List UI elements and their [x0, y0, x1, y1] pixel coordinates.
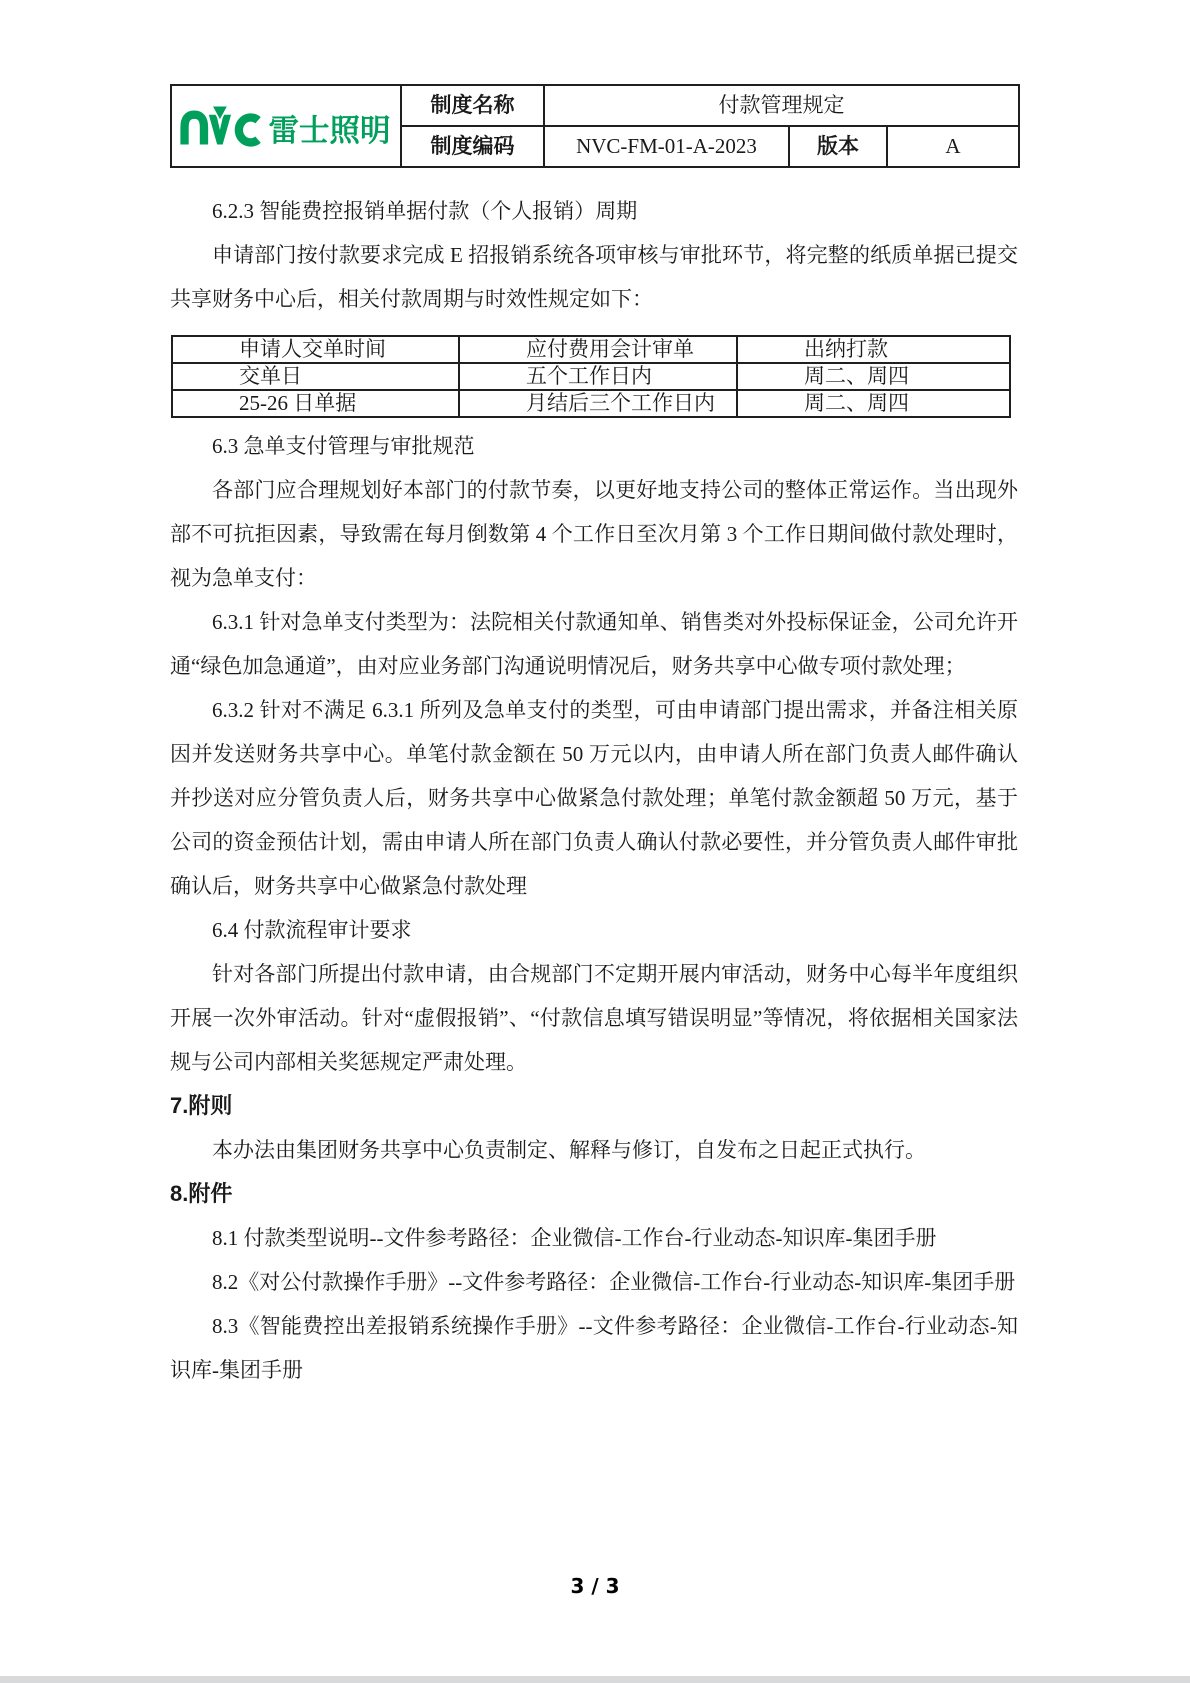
- table-cell: 周二、周四: [737, 363, 1010, 390]
- table-cell: 月结后三个工作日内: [459, 390, 737, 417]
- logo-letter-n: [184, 114, 203, 144]
- version-label: 版本: [789, 126, 887, 167]
- nvc-logo: [171, 85, 401, 167]
- paragraph-urgent-payment-intro: 各部门应合理规划好本部门的付款节奏，以更好地支持公司的整体正常运作。当出现外部不可抗拒因素，导致需在每月倒数第 4 个工作日至次月第 3 个工作日期间做付款处理时，视为急单支付：: [170, 478, 1018, 590]
- logo-company-name: 雷士照明: [267, 113, 390, 148]
- section-heading-6-4: 6.4 付款流程审计要求: [212, 918, 412, 942]
- table-header-row: [172, 336, 1010, 363]
- body-text: [170, 189, 1018, 1392]
- table-header-accounting-review: 应付费用会计审单: [459, 336, 737, 363]
- page-bottom-edge: [0, 1676, 1190, 1683]
- version-value: A: [887, 126, 1019, 167]
- section-heading-6-2-3: 6.2.3 智能费控报销单据付款（个人报销）周期: [212, 199, 638, 223]
- table-header-cashier-payment: 出纳打款: [737, 336, 1010, 363]
- paragraph-audit-requirements: 针对各部门所提出付款申请，由合规部门不定期开展内审活动，财务中心每半年度组织开展一次外审活动。针对“虚假报销”、“付款信息填写错误明显”等情况，将依据相关国家法规与公司内部相关奖惩规定严肃处理。: [170, 962, 1018, 1074]
- page-number: 3 / 3: [570, 1574, 620, 1598]
- paragraph-6-3-1: 6.3.1 针对急单支付类型为：法院相关付款通知单、销售类对外投标保证金，公司允许开通“绿色加急通道”，由对应业务部门沟通说明情况后，财务共享中心做专项付款处理；: [170, 610, 1018, 678]
- table-cell: 周二、周四: [737, 390, 1010, 417]
- paragraph-supplementary: 本办法由集团财务共享中心负责制定、解释与修订，自发布之日起正式执行。: [212, 1138, 926, 1162]
- policy-name-label: 制度名称: [401, 85, 544, 126]
- header-table: [170, 84, 1020, 168]
- policy-name-value: 付款管理规定: [544, 85, 1019, 126]
- nvc-logo-icon: [179, 102, 394, 151]
- payment-schedule-table: [171, 335, 1011, 418]
- paragraph-attachment-8-3: 8.3《智能费控出差报销系统操作手册》--文件参考路径：企业微信-工作台-行业动态-知识库-集团手册: [170, 1314, 1018, 1382]
- paragraph-6-3-2: 6.3.2 针对不满足 6.3.1 所列及急单支付的类型，可由申请部门提出需求，并备注相关原因并发送财务共享中心。单笔付款金额在 50 万元以内，由申请人所在部门负责人邮件确认并抄送对应分管负责人后，财务共享中心做紧急付款处理；单笔付款金额超 50 万元，基于公司的资金预估计划，需由申请人所在部门负责人确认付款必要性，并分管负责人邮件审批确认后，财务共享中心做紧急付款处理: [170, 698, 1018, 898]
- paragraph-attachment-8-2: 8.2《对公付款操作手册》--文件参考路径：企业微信-工作台-行业动态-知识库-集团手册: [212, 1270, 1016, 1294]
- logo-letter-c: [238, 117, 257, 142]
- table-header-submit-time: 申请人交单时间: [172, 336, 459, 363]
- paragraph-payment-cycle-intro: 申请部门按付款要求完成 E 招报销系统各项审核与审批环节，将完整的纸质单据已提交共享财务中心后，相关付款周期与时效性规定如下：: [170, 243, 1018, 311]
- table-row: [172, 390, 1010, 417]
- policy-code-label: 制度编码: [401, 126, 544, 167]
- document-content: [170, 84, 1018, 1392]
- policy-code-value: NVC-FM-01-A-2023: [544, 126, 789, 167]
- table-cell: 交单日: [172, 363, 459, 390]
- section-heading-6-3: 6.3 急单支付管理与审批规范: [212, 434, 475, 458]
- table-row: [172, 363, 1010, 390]
- table-cell: 五个工作日内: [459, 363, 737, 390]
- table-cell: 25-26 日单据: [172, 390, 459, 417]
- section-heading-8: 8.附件: [170, 1181, 233, 1206]
- section-heading-7: 7.附则: [170, 1093, 233, 1118]
- paragraph-attachment-8-1: 8.1 付款类型说明--文件参考路径：企业微信-工作台-行业动态-知识库-集团手册: [212, 1226, 937, 1250]
